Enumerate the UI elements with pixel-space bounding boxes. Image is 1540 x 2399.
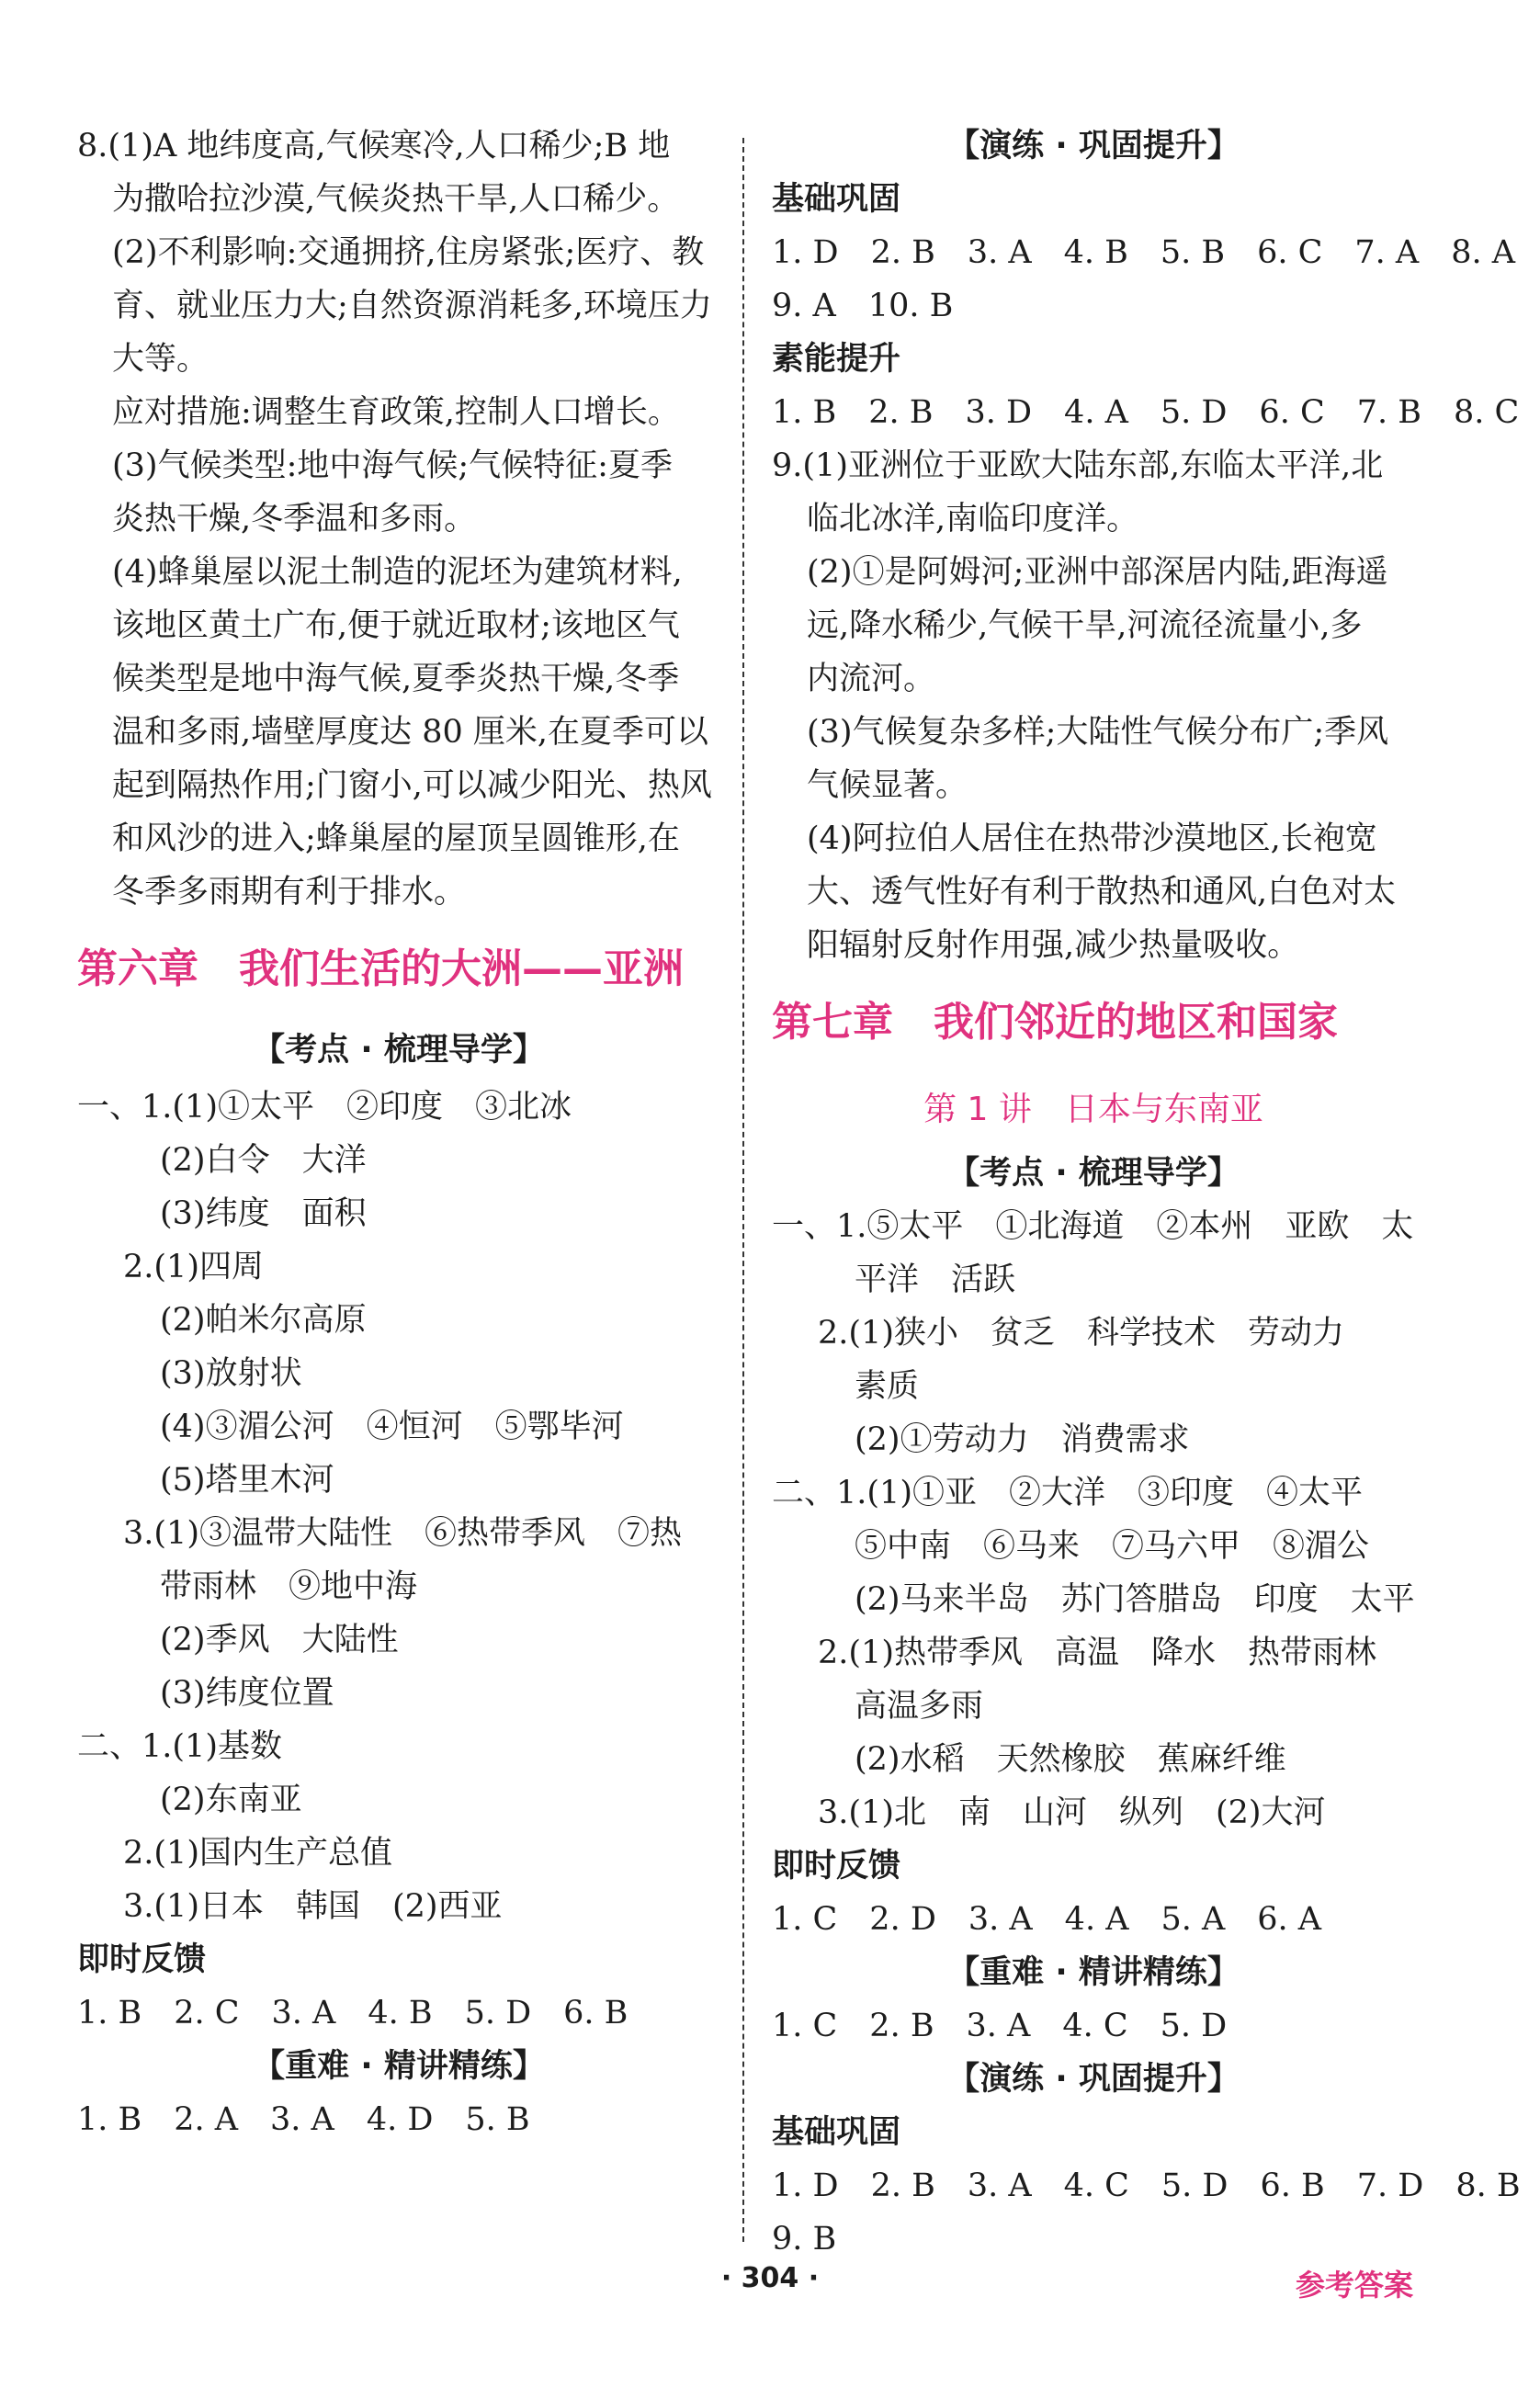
text-line: 为撒哈拉沙漠,气候炎热干旱,人口稀少。 [112,181,680,218]
text-line: 大等。 [112,341,209,378]
outline-line: (4)③湄公河 ④恒河 ⑤鄂毕河 [160,1409,624,1445]
jishi-answers: 1. C 2. D 3. A 4. A 5. A 6. A [772,1901,1322,1938]
outline-line: (2)水稻 天然橡胶 蕉麻纤维 [855,1741,1286,1778]
kaodian-heading: 【考点 · 梳理导学】 [253,1032,545,1069]
outline-line: 3.(1)日本 韩国 (2)西亚 [123,1888,503,1925]
jichu-heading: 基础巩固 [772,181,901,218]
text-line: (2)不利影响:交通拥挤,住房紧张;医疗、教 [112,234,705,271]
suneng-heading: 素能提升 [772,341,901,378]
yanlian-heading: 【演练 · 巩固提升】 [947,2061,1240,2098]
text-line: 气候显著。 [807,767,968,804]
outline-line: 一、1.(1)①太平 ②印度 ③北冰 [77,1089,572,1126]
text-line: 育、就业压力大;自然资源消耗多,环境压力 [112,288,712,324]
outline-line: 带雨林 ⑨地中海 [160,1568,418,1605]
zhongnan-heading: 【重难 · 精讲精练】 [253,2048,545,2085]
text-line: (4)蜂巢屋以泥土制造的泥坯为建筑材料, [112,554,683,591]
outline-line: 2.(1)热带季风 高温 降水 热带雨林 [818,1635,1376,1671]
text-line: 炎热干燥,冬季温和多雨。 [112,501,477,538]
outline-line: 二、1.(1)①亚 ②大洋 ③印度 ④太平 [772,1475,1363,1511]
yanlian-heading: 【演练 · 巩固提升】 [947,128,1240,164]
text-line: 大、透气性好有利于散热和通风,白色对太 [807,874,1397,911]
page-number: · 304 · [720,2262,820,2294]
outline-line: (5)塔里木河 [160,1462,334,1499]
outline-line: 一、1.⑤太平 ①北海道 ②本州 亚欧 太 [772,1208,1414,1245]
text-line: (3)气候类型:地中海气候;气候特征:夏季 [112,447,673,484]
outline-line: ⑤中南 ⑥马来 ⑦马六甲 ⑧湄公 [855,1528,1370,1565]
text-line: 温和多雨,墙壁厚度达 80 厘米,在夏季可以 [112,714,709,751]
jichu-answers: 9. B [772,2221,837,2258]
column-divider [742,138,744,2242]
lesson-1-title: 第 1 讲 日本与东南亚 [923,1091,1263,1128]
jichu-answers: 1. D 2. B 3. A 4. B 5. B 6. C 7. A 8. A [772,234,1515,271]
text-line: 和风沙的进入;蜂巢屋的屋顶呈圆锥形,在 [112,820,680,857]
zhongnan-answers: 1. B 2. A 3. A 4. D 5. B [77,2101,530,2138]
outline-line: 平洋 活跃 [855,1262,1016,1298]
outline-line: 2.(1)四周 [123,1249,264,1285]
text-line: 临北冰洋,南临印度洋。 [807,501,1139,538]
jichu-answers: 1. D 2. B 3. A 4. C 5. D 6. B 7. D 8. B [772,2167,1521,2204]
text-line: (3)气候复杂多样;大陆性气候分布广;季风 [807,714,1389,751]
text-line: 9.(1)亚洲位于亚欧大陆东部,东临太平洋,北 [772,447,1384,484]
outline-line: 二、1.(1)基数 [77,1728,282,1765]
text-line: 阳辐射反射作用强,减少热量吸收。 [807,927,1300,964]
text-line: 应对措施:调整生育政策,控制人口增长。 [112,394,680,431]
outline-line: (3)放射状 [160,1355,302,1392]
text-line: (2)①是阿姆河;亚洲中部深居内陆,距海遥 [807,554,1388,591]
suneng-answers: 1. B 2. B 3. D 4. A 5. D 6. C 7. B 8. C [772,394,1520,431]
outline-line: (3)纬度位置 [160,1675,334,1712]
outline-line: (2)东南亚 [160,1782,302,1818]
text-line: 8.(1)A 地纬度高,气候寒冷,人口稀少;B 地 [77,128,671,164]
text-line: 该地区黄土广布,便于就近取材;该地区气 [112,607,680,644]
outline-line: 2.(1)国内生产总值 [123,1835,392,1872]
text-line: 起到隔热作用;门窗小,可以减少阳光、热风 [112,767,712,804]
text-line: 远,降水稀少,气候干旱,河流径流量小,多 [807,607,1363,644]
kaodian-outline [772,1200,1415,1839]
footer-label: 参考答案 [1295,2268,1413,2303]
outline-line: 素质 [855,1368,920,1405]
jishi-heading: 即时反馈 [77,1941,207,1978]
outline-line: (2)季风 大陆性 [160,1622,399,1658]
outline-line: 3.(1)北 南 山河 纵列 (2)大河 [818,1794,1326,1831]
text-line: 冬季多雨期有利于排水。 [112,874,467,911]
outline-line: 3.(1)③温带大陆性 ⑥热带季风 ⑦热 [123,1515,682,1552]
chapter-6-title: 第六章 我们生活的大洲——亚洲 [77,945,684,992]
kaodian-heading: 【考点 · 梳理导学】 [947,1155,1240,1192]
outline-line: (2)①劳动力 消费需求 [855,1421,1190,1458]
outline-line: (3)纬度 面积 [160,1195,367,1232]
zhongnan-heading: 【重难 · 精讲精练】 [947,1954,1240,1991]
answer-q9-block [772,439,1415,972]
kaodian-outline [77,1081,720,1933]
outline-line: (2)马来半岛 苏门答腊岛 印度 太平 [855,1581,1415,1618]
right-column [772,119,1521,2266]
zhongnan-answers: 1. C 2. B 3. A 4. C 5. D [772,2008,1228,2044]
outline-line: 2.(1)狭小 贫乏 科学技术 劳动力 [818,1315,1344,1352]
outline-line: 高温多雨 [855,1688,984,1725]
outline-line: (2)白令 大洋 [160,1142,367,1179]
jishi-answers: 1. B 2. C 3. A 4. B 5. D 6. B [77,1995,628,2031]
outline-line: (2)帕米尔高原 [160,1302,367,1339]
text-line: 候类型是地中海气候,夏季炎热干燥,冬季 [112,661,680,697]
answer-q8-block [77,119,720,919]
left-column [77,119,720,2146]
text-line: 内流河。 [807,661,936,697]
jichu-heading: 基础巩固 [772,2114,901,2151]
jishi-heading: 即时反馈 [772,1848,901,1884]
chapter-7-title: 第七章 我们邻近的地区和国家 [772,999,1338,1046]
jichu-answers: 9. A 10. B [772,288,954,324]
text-line: (4)阿拉伯人居住在热带沙漠地区,长袍宽 [807,820,1377,857]
